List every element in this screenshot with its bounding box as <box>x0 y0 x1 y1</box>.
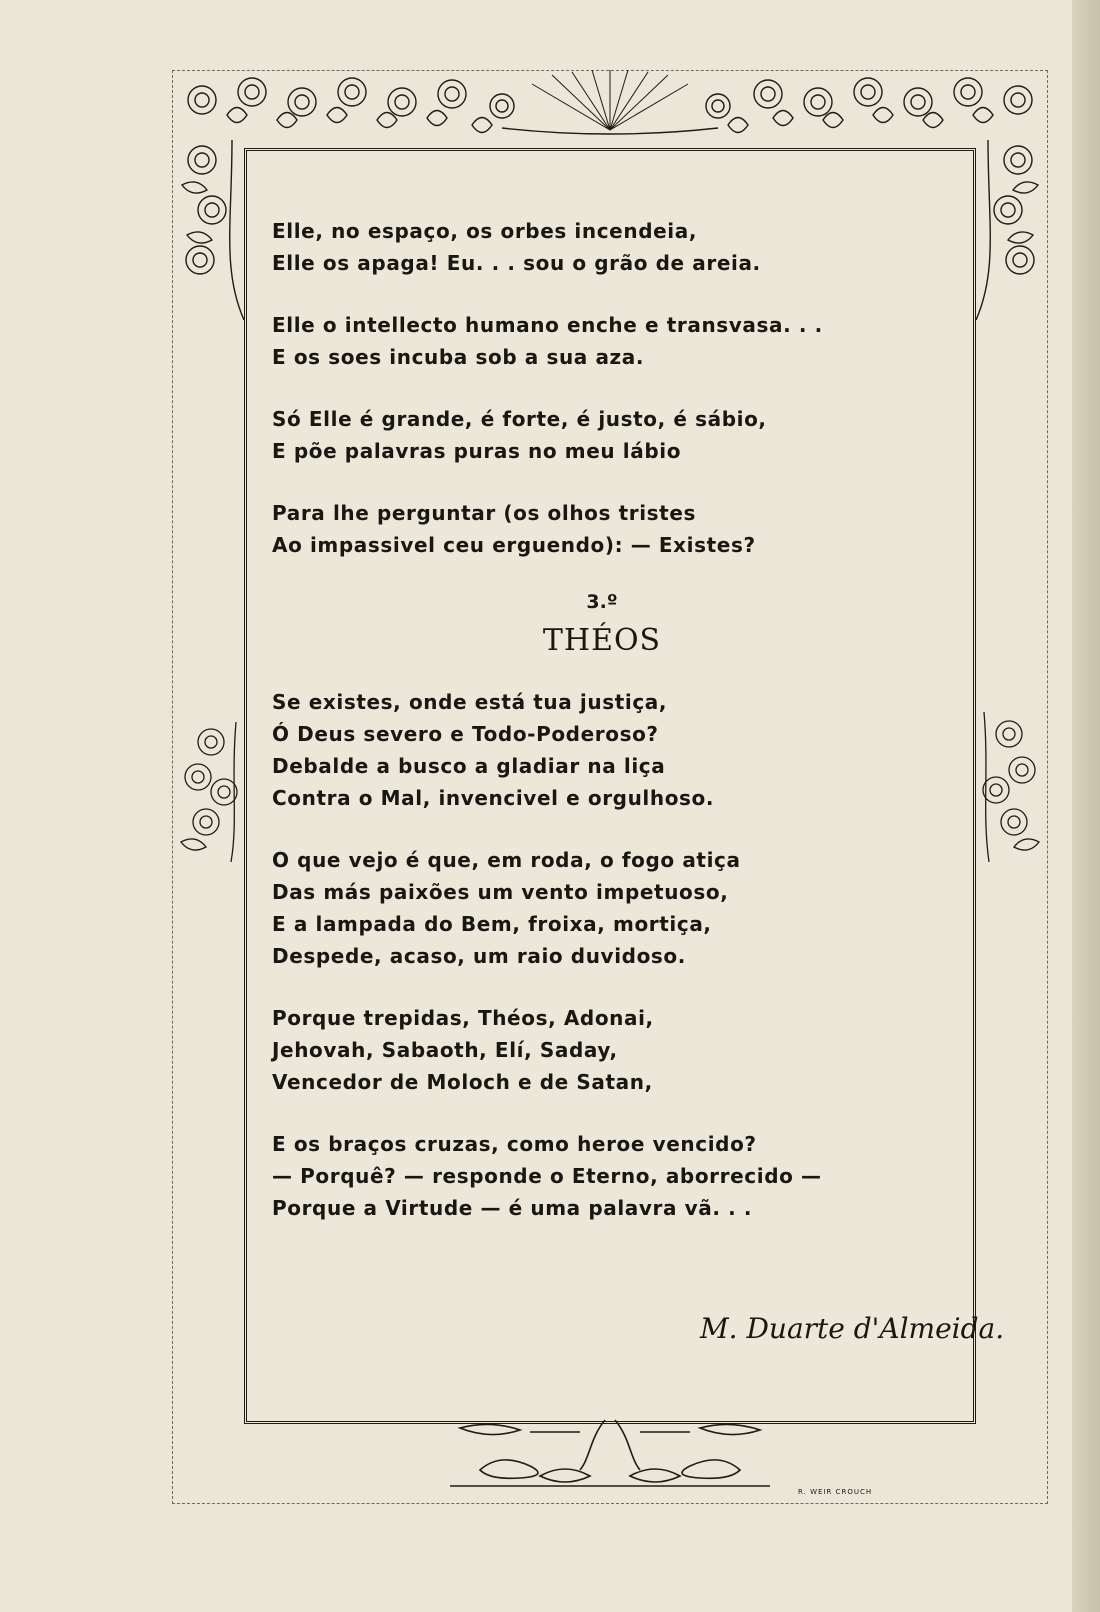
stanza <box>272 1002 952 1098</box>
poem-line: Das más paixões um vento impetuoso, <box>272 880 729 904</box>
poem-line: Jehovah, Sabaoth, Elí, Saday, <box>272 1038 618 1062</box>
poem-line: Para lhe perguntar (os olhos tristes <box>272 501 696 525</box>
section-number: 3.º <box>586 591 618 613</box>
poem-body <box>272 215 952 1254</box>
stanza <box>272 844 952 972</box>
author-signature: M. Duarte d'Almeida. <box>700 1312 1005 1345</box>
floral-bouquet-icon <box>974 712 1044 862</box>
section-title: THÉOS <box>542 623 662 658</box>
stanza <box>272 403 952 467</box>
poem-line: Vencedor de Moloch e de Satan, <box>272 1070 653 1094</box>
poem-line: E os braços cruzas, como heroe vencido? <box>272 1132 757 1156</box>
poem-line: Elle, no espaço, os orbes incendeia, <box>272 219 698 243</box>
floral-bouquet-icon <box>176 722 246 862</box>
poem-line: E a lampada do Bem, froixa, mortiça, <box>272 912 712 936</box>
scroll-flourish-icon <box>440 1418 780 1498</box>
poem-line: Só Elle é grande, é forte, é justo, é sábio, <box>272 407 767 431</box>
poem-line: E põe palavras puras no meu lábio <box>272 439 682 463</box>
stanza <box>272 309 952 373</box>
poem-line: Contra o Mal, invencivel e orgulhoso. <box>272 786 715 810</box>
poem-line: Porque a Virtude — é uma palavra vã. . . <box>272 1196 753 1220</box>
poem-line: Elle o intellecto humano enche e transvasa. . . <box>272 313 823 337</box>
poem-line: Despede, acaso, um raio duvidoso. <box>272 944 686 968</box>
stanza <box>272 497 952 561</box>
stanza <box>272 215 952 279</box>
page-edge <box>1072 0 1100 1612</box>
artist-credit: R. WEIR CROUCH <box>798 1488 873 1496</box>
poem-line: Debalde a busco a gladiar na liça <box>272 754 666 778</box>
poem-line: — Porquê? — responde o Eterno, aborrecido — <box>272 1164 822 1188</box>
poem-line: Porque trepidas, Théos, Adonai, <box>272 1006 654 1030</box>
poem-line: Se existes, onde está tua justiça, <box>272 690 668 714</box>
poem-line: Ao impassivel ceu erguendo): — Existes? <box>272 533 756 557</box>
poem-line: E os soes incuba sob a sua aza. <box>272 345 645 369</box>
poem-line: O que vejo é que, em roda, o fogo atiça <box>272 848 741 872</box>
poem-line: Ó Deus severo e Todo-Poderoso? <box>272 722 659 746</box>
stanza <box>272 1128 952 1224</box>
poem-line: Elle os apaga! Eu. . . sou o grão de areia. <box>272 251 761 275</box>
stanza <box>272 686 952 814</box>
